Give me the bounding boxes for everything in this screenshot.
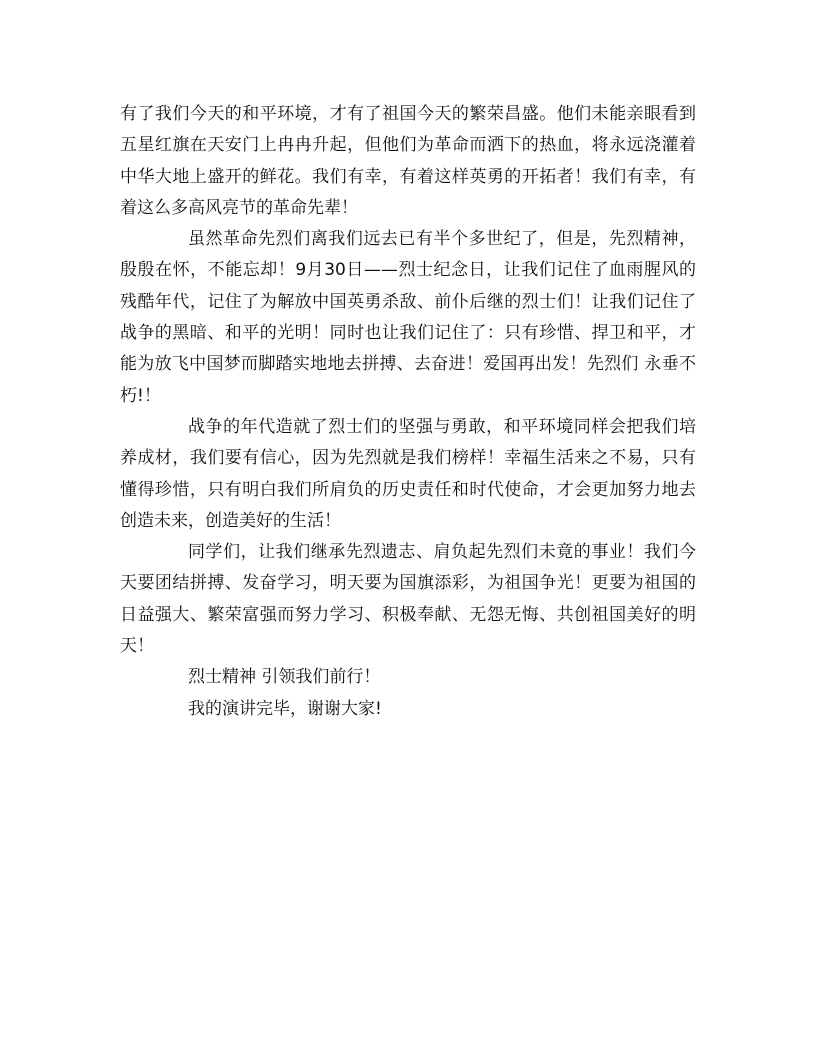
paragraph-war-era: 战争的年代造就了烈士们的坚强与勇敢，和平环境同样会把我们培养成材，我们要有信心，因为先烈就是我们榜样！幸福生活来之不易，只有懂得珍惜，只有明白我们所肩负的历史责任和时代使命，才会更加努力地去创造未来，创造美好的生活！ — [120, 416, 696, 531]
document-body — [120, 99, 696, 725]
paragraph-classmates: 同学们，让我们继承先烈遗志、肩负起先烈们未竟的事业！我们今天要团结拼搏、发奋学习，明天要为国旗添彩，为祖国争光！更要为祖国的日益强大、繁荣富强而努力学习、积极奉献、无怨无悔、共创祖国美好的明天！ — [120, 542, 696, 657]
paragraph-slogan: 烈士精神 引领我们前行！ — [188, 667, 381, 688]
paragraph-martyrs-spirit: 虽然革命先烈们离我们远去已有半个多世纪了，但是，先烈精神，殷殷在怀，不能忘却！9月30日——烈士纪念日，让我们记住了血雨腥风的残酷年代，记住了为解放中国英勇杀敌、前仆后继的烈士们！让我们记住了战争的黑暗、和平的光明！同时也让我们记住了：只有珍惜、捍卫和平，才能为放飞中国梦而脚踏实地地去拼搏、去奋进！爱国再出发！先烈们 永垂不朽!！ — [120, 229, 696, 406]
paragraph-closing: 我的演讲完毕，谢谢大家! — [188, 698, 382, 719]
paragraph-continuation: 有了我们今天的和平环境，才有了祖国今天的繁荣昌盛。他们未能亲眼看到五星红旗在天安门上冉冉升起，但他们为革命而洒下的热血，将永远浇灌着中华大地上盛开的鲜花。我们有幸，有着这样英勇的开拓者！我们有幸，有着这么多高风亮节的革命先辈！ — [120, 104, 696, 218]
